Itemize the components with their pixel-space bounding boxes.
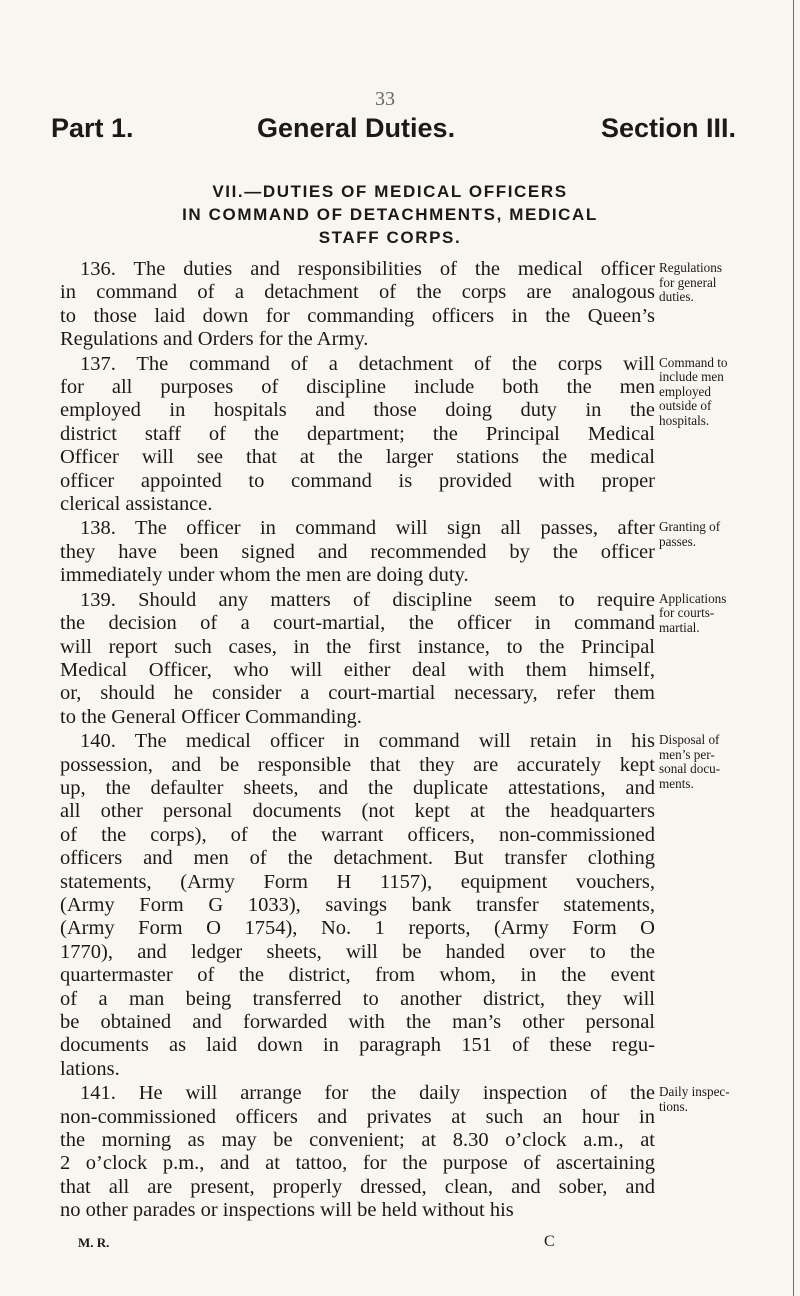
paragraph-line: [60, 706, 655, 729]
margin-note-line: sonal docu-: [659, 761, 721, 777]
paragraph-text: (Army Form O 1754), No. 1 reports, (Army Form O: [60, 917, 655, 940]
paragraph-line: [60, 470, 655, 493]
margin-note: [659, 356, 794, 429]
paragraph-text: lations.: [60, 1057, 120, 1080]
paragraph-number: 136.: [80, 258, 116, 280]
paragraph-text: officer appointed to command is provided with proper: [60, 469, 655, 492]
paragraph-line: [60, 353, 655, 376]
paragraph-line: [60, 1011, 655, 1034]
signature-letter: C: [544, 1233, 555, 1250]
section-title-line: VII.—DUTIES OF MEDICAL OFFICERS: [212, 182, 568, 201]
header-section: Section III.: [600, 113, 736, 143]
paragraph-text: The command of a detachment of the corps will: [136, 352, 655, 375]
margin-note-line: employed: [659, 383, 712, 399]
paragraph-line: [60, 754, 655, 777]
paragraph-text: the decision of a court-martial, the officer in command: [60, 612, 655, 635]
paragraph-text: The duties and responsibilities of the medical officer: [133, 258, 655, 280]
margin-note-line: for general: [659, 274, 717, 290]
paragraph-line: [60, 612, 655, 635]
paragraph-137: [60, 353, 655, 517]
paragraph-line: [60, 423, 655, 446]
margin-note-line: martial.: [659, 619, 700, 635]
paragraph-line: [60, 564, 655, 587]
paragraph-text: 1770), and ledger sheets, will be handed over to the: [60, 940, 655, 963]
paragraph-text: officers and men of the detachment. But transfer clothing: [60, 847, 655, 870]
margin-note: [659, 261, 794, 305]
paragraph-line: [60, 917, 655, 940]
paragraph-line: [60, 800, 655, 823]
paragraph-text: of a man being transferred to another district, they will: [60, 987, 655, 1010]
paragraph-text: district staff of the department; the Principal Medical: [60, 422, 655, 445]
paragraph-line: [60, 1176, 655, 1199]
paragraph-line: [60, 1129, 655, 1152]
paragraph-number: 140.: [80, 730, 116, 753]
margin-note-line: Disposal of: [659, 732, 720, 748]
paragraph-line: [60, 517, 655, 540]
paragraph-line: [60, 847, 655, 870]
paragraph-line: [60, 871, 655, 894]
paragraph-line: [60, 824, 655, 847]
paragraph-line: [60, 730, 655, 753]
paragraph-text: to those laid down for commanding officers in the Queen’s: [60, 304, 655, 327]
paragraph-line: [60, 376, 655, 399]
paragraph-text: Medical Officer, who will either deal with them himself,: [60, 658, 655, 681]
paragraph-line: [60, 589, 655, 612]
margin-note-line: Daily inspec-: [659, 1084, 730, 1100]
margin-note-line: Command to: [659, 354, 728, 370]
body-text: [60, 258, 655, 1224]
paragraph-number: 137.: [80, 352, 116, 375]
paragraph-line: [60, 1082, 655, 1105]
margin-note-line: men’s per-: [659, 746, 715, 762]
paragraph-line: [60, 777, 655, 800]
paragraph-text: statements, (Army Form H 1157), equipment vouchers,: [60, 870, 655, 893]
paragraph-text: of the corps), of the warrant officers, non-commissioned: [60, 823, 655, 846]
margin-note-line: include men: [659, 369, 724, 385]
margin-note: [659, 592, 794, 636]
margin-note-line: tions.: [659, 1098, 688, 1114]
header-part: Part 1.: [51, 113, 134, 143]
paragraph-text: be obtained and forwarded with the man’s other personal: [60, 1011, 655, 1033]
paragraph-line: [60, 281, 655, 304]
margin-note: [659, 1085, 794, 1114]
paragraph-line: [60, 1106, 655, 1129]
paragraph-line: [60, 258, 655, 281]
paragraph-text: Should any matters of discipline seem to require: [138, 588, 656, 611]
paragraph-text: the morning as may be convenient; at 8.30 o’clock a.m., at: [60, 1129, 655, 1152]
paragraph-line: [60, 964, 655, 987]
paragraph-text: employed in hospitals and those doing duty in the: [60, 399, 655, 422]
paragraph-136: [60, 258, 655, 352]
paragraph-text: they have been signed and recommended by the officer: [60, 540, 655, 563]
paragraph-number: 139.: [80, 588, 116, 611]
paragraph-line: [60, 988, 655, 1011]
paragraph-text: He will arrange for the daily inspection of the: [138, 1082, 655, 1105]
margin-note: [659, 733, 794, 791]
paragraph-line: [60, 541, 655, 564]
paragraph-line: [60, 446, 655, 469]
paragraph-text: for all purposes of discipline include both the men: [60, 376, 655, 399]
margin-note-line: Granting of: [659, 519, 721, 535]
paragraph-text: Officer will see that at the larger stations the medical: [60, 446, 655, 469]
paragraph-text: up, the defaulter sheets, and the duplicate attestations, and: [60, 776, 655, 799]
margin-note-line: hospitals.: [659, 412, 710, 428]
paragraph-line: [60, 1152, 655, 1175]
paragraph-line: [60, 493, 655, 516]
paragraph-number: 138.: [80, 517, 116, 540]
paragraph-139: [60, 589, 655, 729]
signature-mark: M. R.: [78, 1235, 110, 1250]
section-title-line: IN COMMAND OF DETACHMENTS, MEDICAL: [182, 205, 598, 224]
margin-note-line: ments.: [659, 775, 694, 791]
paragraph-text: Regulations and Orders for the Army.: [60, 328, 369, 351]
paragraph-line: [60, 941, 655, 964]
paragraph-line: [60, 1058, 655, 1081]
paragraph-text: or, should he consider a court-martial necessary, refer them: [60, 682, 655, 705]
paragraph-line: [60, 305, 655, 328]
paragraph-line: [60, 636, 655, 659]
paragraph-text: The officer in command will sign all passes, after: [134, 517, 655, 540]
paragraph-140: [60, 730, 655, 1081]
paragraph-text: in command of a detachment of the corps are analogous: [60, 281, 655, 304]
paragraph-line: [60, 399, 655, 422]
paragraph-text: to the General Officer Commanding.: [60, 705, 362, 728]
section-title-line: STAFF CORPS.: [318, 228, 462, 247]
paragraph-number: 141.: [80, 1082, 116, 1105]
paragraph-text: documents as laid down in paragraph 151 of these regu-: [60, 1034, 655, 1057]
section-title: [60, 180, 720, 249]
paragraph-text: no other parades or inspections will be held without his: [60, 1199, 514, 1222]
paragraph-line: [60, 1034, 655, 1057]
paragraph-line: [60, 328, 655, 351]
paragraph-text: quartermaster of the district, from whom, in the event: [60, 964, 655, 987]
paragraph-text: that all are present, properly dressed, clean, and sober, and: [60, 1175, 655, 1198]
paragraph-138: [60, 517, 655, 587]
paragraph-line: [60, 1199, 655, 1222]
header-title: General Duties.: [257, 113, 456, 143]
margin-note-line: outside of: [659, 398, 712, 414]
running-header: [51, 113, 736, 145]
paragraph-text: The medical officer in command will retain in his: [134, 730, 655, 753]
paragraph-141: [60, 1082, 655, 1222]
paragraph-line: [60, 894, 655, 917]
paragraph-text: possession, and be responsible that they are accurately kept: [60, 753, 655, 776]
paragraph-line: [60, 682, 655, 705]
paragraph-text: (Army Form G 1033), savings bank transfer statements,: [60, 893, 655, 916]
paragraph-text: non-commissioned officers and privates at such an hour in: [60, 1105, 655, 1128]
paragraph-line: [60, 659, 655, 682]
margin-note: [659, 520, 794, 549]
paragraph-text: all other personal documents (not kept at the headquarters: [60, 800, 655, 823]
margin-note-line: duties.: [659, 289, 694, 304]
margin-note-line: Applications: [659, 590, 727, 606]
paragraph-text: immediately under whom the men are doing duty.: [60, 564, 469, 587]
paragraph-text: 2 o’clock p.m., and at tattoo, for the purpose of ascertaining: [60, 1152, 655, 1175]
margin-note-line: Regulations: [659, 260, 723, 275]
paragraph-text: will report such cases, in the first instance, to the Principal: [60, 635, 655, 658]
margin-note-line: for courts-: [659, 605, 715, 621]
page-number: 33: [375, 88, 395, 110]
paragraph-text: clerical assistance.: [60, 493, 213, 516]
margin-note-line: passes.: [659, 533, 696, 549]
